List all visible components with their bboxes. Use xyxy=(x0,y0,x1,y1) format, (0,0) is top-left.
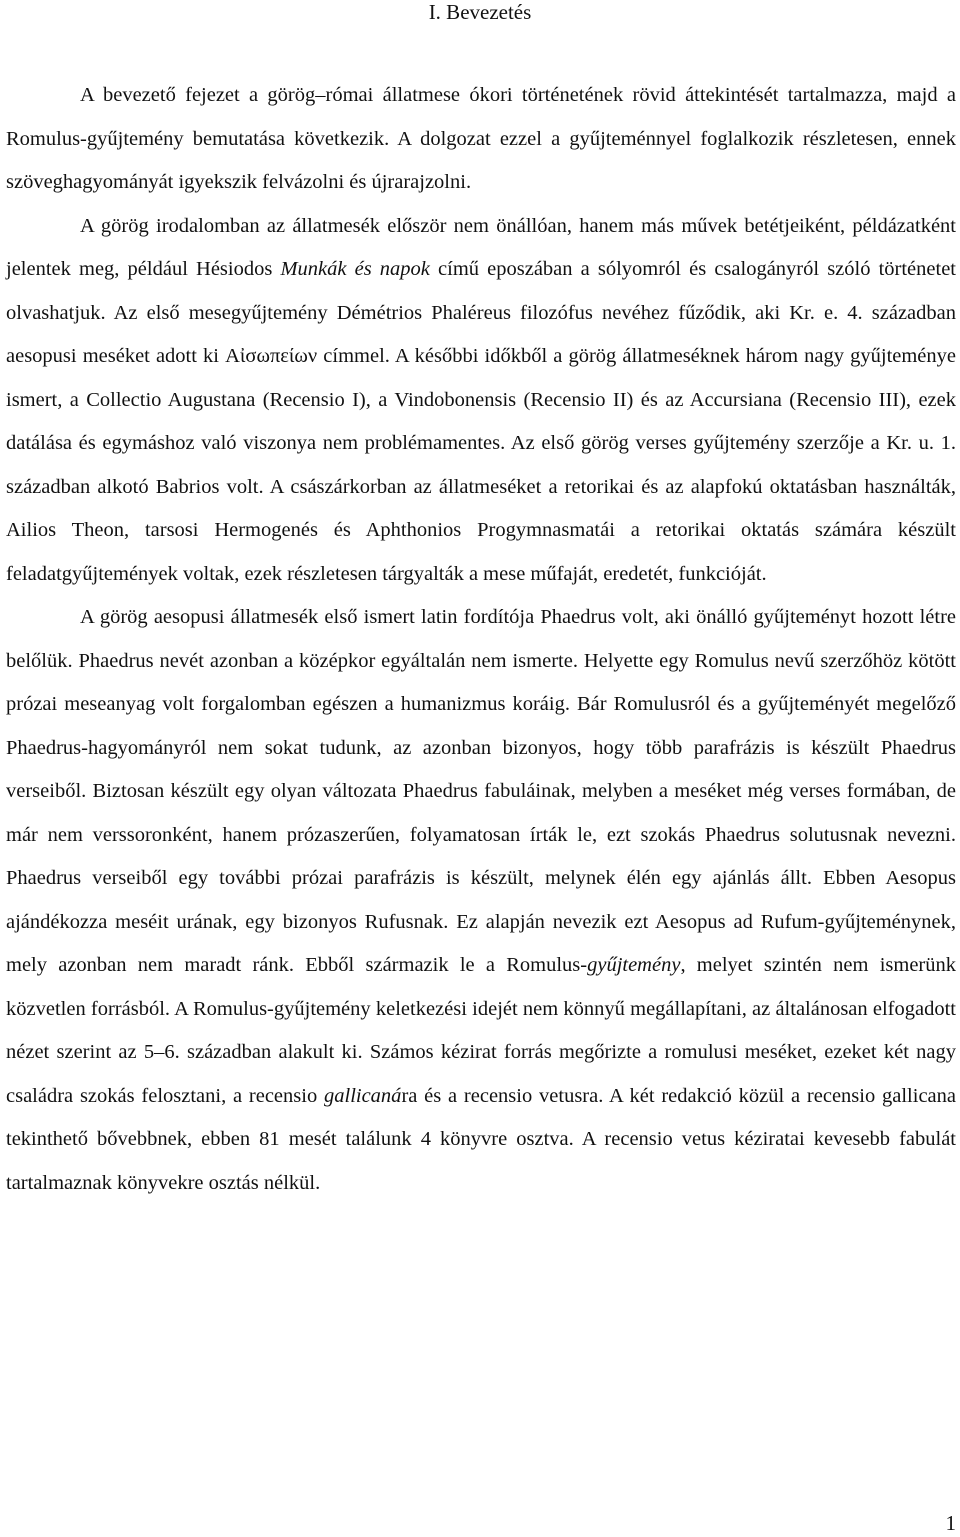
page-number: 1 xyxy=(945,1511,956,1535)
paragraph-text: címmel. A későbbi időkből a görög állatmeséknek három nagy gyűjteménye ismert, a Collectio Augustana (Recensio I), a Vindobonensis (Recensio II) és az Accursiana (Recensio III), ezek datálása és egymáshoz való viszonya nem problémamentes. Az első görög verses gyűjtemény szerzője a Kr. u. 1. században alkotó Babrios volt. A császárkorban az állatmeséket a retorikai és az alapfokú oktatásban használták, Ailios Theon, tarsosi Hermogenés és Aphthonios Progymnasmatái a retorikai oktatás számára készült feladatgyűjtemények voltak, ezek részletesen tárgyalták a mese műfaját, eredetét, funkcióját. xyxy=(6,345,957,585)
body-text xyxy=(6,74,956,1205)
paragraph-text: , melyet szintén nem ismerünk közvetlen forrásból. A Romulus-gyűjtemény keletkezési idejét nem könnyű megállapítani, az általánosan elfogadott nézet szerint az 5–6. században alakult ki. Számos kézirat forrás megőrizte a romulusi meséket, ezeket két nagy családra szokás felosztani, a recensio xyxy=(6,954,956,1107)
paragraph-text: ra és a recensio vetusra. A két redakció közül a recensio gallicana tekinthető bővebbnek, ebben 81 mesét találunk 4 könyvre osztva. A recensio vetus kéziratai kevesebb fabulát tartalmaznak könyvekre osztás nélkül. xyxy=(6,1084,956,1194)
italic-term: gyűjtemény xyxy=(587,954,681,976)
chapter-heading: I. Bevezetés xyxy=(428,0,532,24)
paragraph-greek-fables xyxy=(6,205,956,597)
work-title-italic: Munkák és napok xyxy=(280,258,430,280)
paragraph-intro: A bevezető fejezet a görög–római állatmese ókori történetének rövid áttekintését tartalmazza, majd a Romulus-gyűjtemény bemutatása következik. A dolgozat ezzel a gyűjteménnyel foglalkozik részletesen, ennek szöveghagyományát igyekszik felvázolni és újrarajzolni. xyxy=(6,84,956,193)
paragraph-text: A görög aesopusi állatmesék első ismert latin fordítója Phaedrus volt, aki önálló gyűjteményt hozott létre belőlük. Phaedrus nevét azonban a középkor egyáltalán nem ismerte. Helyette egy Romulus nevű szerzőhöz kötött prózai meseanyag volt forgalomban egészen a humanizmus koráig. Bár Romulusról és a gyűjteményét megelőző Phaedrus-hagyományról nem sokat tudunk, az azonban bizonyos, hogy több parafrázis is készült Phaedrus verseiből. Biztosan készült egy olyan változata Phaedrus fabuláinak, melyben a meséket még verses formában, de már nem verssoronként, hanem prózaszerűen, folyamatosan írták le, ezt szokás Phaedrus solutusnak nevezni. Phaedrus verseiből egy további prózai parafrázis is készült, melynek élén egy ajánlás állt. Ebben Aesopus ajándékozza meséit urának, egy bizonyos Rufusnak. Ez alapján nevezik ezt Aesopus ad Rufum-gyűjteménynek, mely azonban nem maradt ránk. Ebből származik le a Romulus- xyxy=(6,606,956,976)
paragraph-text: című eposzában a sólyomról és csalogányról szóló történetet olvashatjuk. Az első mesegyűjtemény Démétrios Phaléreus filozófus nevéhez fűződik, aki Kr. e. 4. században aesopusi meséket adott ki xyxy=(6,258,956,367)
paragraph-text: A görög irodalomban az állatmesék először nem önállóan, hanem más művek betétjeiként, példázatként jelentek meg, például Hésiodos xyxy=(6,214,956,280)
greek-title: Αἰσωπείων xyxy=(225,345,318,367)
paragraph-latin-tradition xyxy=(6,596,956,1205)
italic-term: gallicaná xyxy=(324,1084,402,1107)
